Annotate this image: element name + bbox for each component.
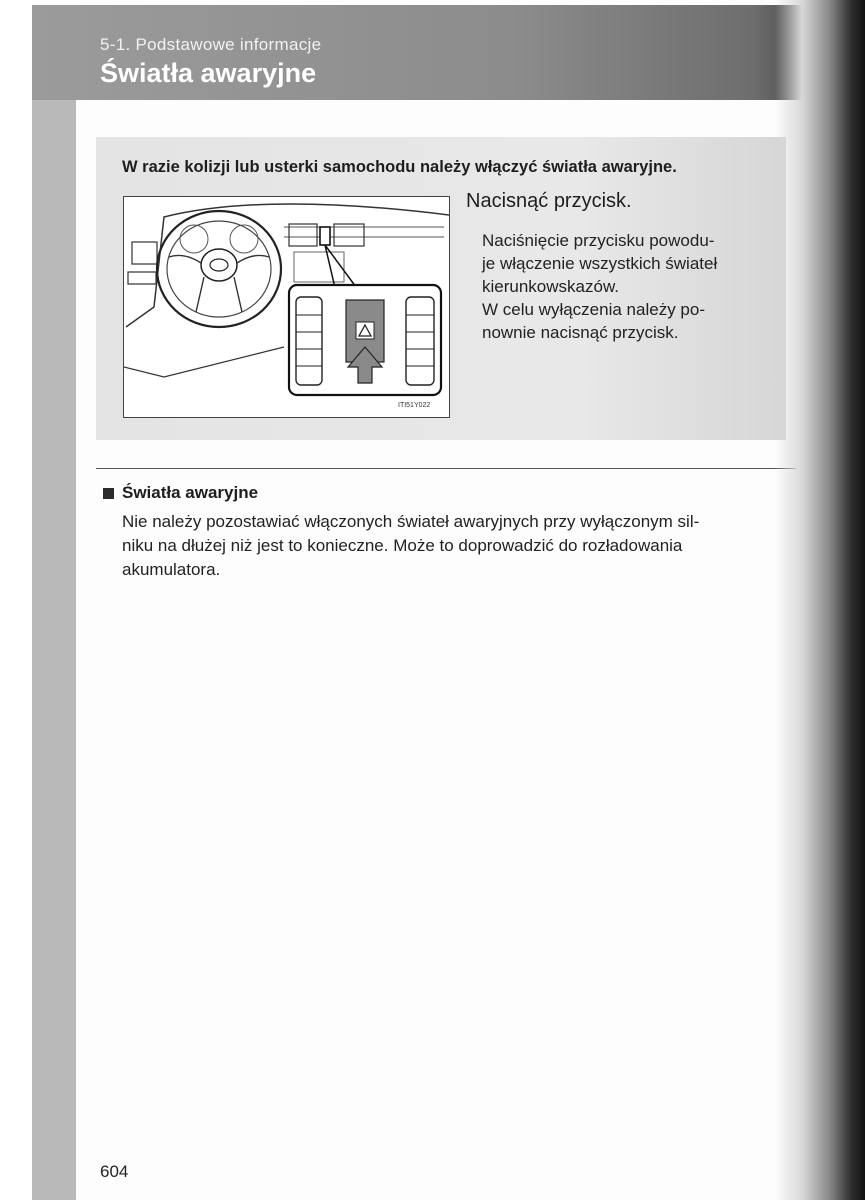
note-body [122, 510, 802, 582]
note-line: Nie należy pozostawiać włączonych świateł awaryjnych przy wyłączonym sil- [122, 512, 700, 531]
detail-line: kierunkowskazów. [482, 277, 620, 296]
note-line: akumulatora. [122, 560, 221, 579]
page-edge-shadow [775, 0, 865, 1200]
note-line: niku na dłużej niż jest to konieczne. Może to doprowadzić do rozładowania [122, 536, 683, 555]
detail-line: nownie nacisnąć przycisk. [482, 323, 679, 342]
left-margin-white [0, 0, 32, 1200]
instruction-step: Nacisnąć przycisk. [466, 190, 632, 212]
detail-line: je włączenie wszystkich świateł [482, 254, 718, 273]
note-title: Światła awaryjne [122, 483, 259, 502]
callout-heading: W razie kolizji lub usterki samochodu należy włączyć światła awaryjne. [122, 158, 677, 176]
detail-line: Naciśnięcie przycisku powodu- [482, 231, 715, 250]
illustration-code: ITI51Y022 [398, 402, 431, 409]
square-bullet-icon [103, 488, 114, 499]
steering-wheel-icon [157, 211, 281, 327]
hazard-button-zoom [289, 285, 441, 395]
page-title: Światła awaryjne [100, 58, 317, 88]
dashboard-illustration [123, 196, 450, 418]
section-label: 5-1. Podstawowe informacje [100, 35, 322, 54]
left-margin-strip [32, 100, 76, 1200]
page-number: 604 [100, 1162, 129, 1181]
instruction-detail [482, 229, 767, 344]
hazard-switch-diagram [124, 197, 449, 417]
section-divider [96, 468, 796, 469]
detail-line: W celu wyłączenia należy po- [482, 300, 705, 319]
